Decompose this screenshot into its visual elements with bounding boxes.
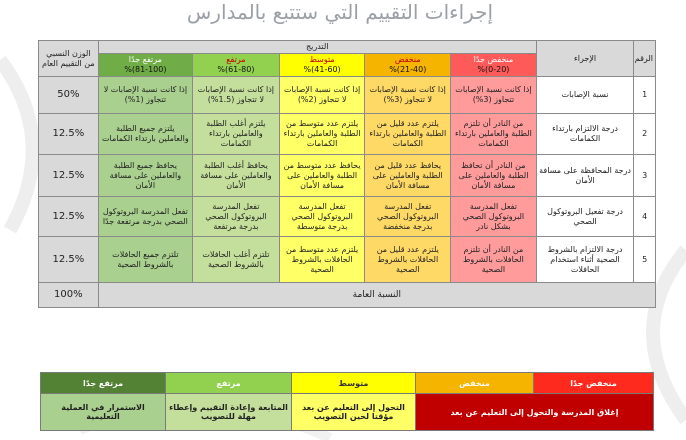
cell-very-low: إذا كانت نسبة الإصابات تتجاوز (3%)	[451, 77, 537, 114]
legend-action-followup: المتابعة وإعادة التقييم وإعطاء مهلة للتصويب	[166, 394, 292, 431]
row-procedure: درجة الالتزام بارتداء الكمامات	[536, 114, 634, 155]
row-number: 4	[634, 197, 656, 237]
row-procedure: نسبة الإصابات	[536, 77, 634, 114]
legend-action-continue: الاستمرار في العملية التعليمية	[41, 394, 166, 431]
row-number: 1	[634, 77, 656, 114]
header-weight: الوزن النسبي من التقييم العام	[39, 41, 99, 77]
header-num: الرقم	[634, 41, 656, 77]
table-row	[39, 237, 656, 283]
row-number: 2	[634, 114, 656, 155]
cell-low: يلتزم عدد قليل من الطلبة والعاملين بارتداء الكمامات	[365, 114, 451, 155]
cell-high: يلتزم أغلب الطلبة والعاملين بارتداء الكمامات	[193, 114, 280, 155]
evaluation-table	[38, 40, 656, 308]
cell-medium: يحافظ عدد متوسط من الطلبة والعاملين على مسافة الأمان	[279, 155, 365, 197]
legend-very-low: منخفض جدًا	[534, 373, 654, 394]
level-low: منخفض (21-40)%	[365, 54, 451, 77]
cell-very-high: يحافظ جميع الطلبة والعاملين على مسافة الأمان	[98, 155, 192, 197]
table-row	[39, 114, 656, 155]
cell-very-low: تفعل المدرسة البروتوكول الصحي بشكل نادر	[451, 197, 537, 237]
level-very-high: مرتفع جدًا (81-100)%	[98, 54, 192, 77]
row-weight: 12.5%	[39, 155, 99, 197]
cell-high: يحافظ أغلب الطلبة والعاملين على مسافة الأمان	[193, 155, 280, 197]
legend-table	[40, 372, 654, 431]
level-medium: متوسط (41-60)%	[279, 54, 365, 77]
cell-medium: إذا كانت نسبة الإصابات لا تتجاوز (2%)	[279, 77, 365, 114]
total-label: النسبة العامة	[98, 283, 655, 308]
cell-very-low: من النادر أن تحافظ الطلبة والعاملين على مسافة الأمان	[451, 155, 537, 197]
legend-action-close: إغلاق المدرسة والتحول إلى التعليم عن بعد	[416, 394, 654, 431]
cell-very-high: إذا كانت نسبة الإصابات لا تتجاوز (1%)	[98, 77, 192, 114]
table-row	[39, 197, 656, 237]
total-row	[39, 283, 656, 308]
legend-levels	[41, 373, 654, 394]
header-row	[39, 41, 656, 54]
level-high: مرتفع (61-80)%	[193, 54, 280, 77]
total-weight: 100%	[39, 283, 99, 308]
legend-very-high: مرتفع جدًا	[41, 373, 166, 394]
cell-high: تفعل المدرسة البروتوكول الصحي بدرجة مرتفعة	[193, 197, 280, 237]
header-procedure: الإجراء	[536, 41, 634, 77]
row-procedure: درجة الالتزام بالشروط الصحية أثناء استخدام الحافلات	[536, 237, 634, 283]
cell-medium: تفعل المدرسة البروتوكول الصحي بدرجة متوسطة	[279, 197, 365, 237]
cell-low: إذا كانت نسبة الإصابات لا تتجاوز (3%)	[365, 77, 451, 114]
cell-very-low: من النادر أن تلتزم الطلبة والعاملين بارتداء الكمامات	[451, 114, 537, 155]
cell-very-low: من النادر أن تلتزم الحافلات بالشروط الصحية	[451, 237, 537, 283]
row-weight: 12.5%	[39, 114, 99, 155]
cell-high: إذا كانت نسبة الإصابات لا تتجاوز (1.5%)	[193, 77, 280, 114]
level-very-low: منخفض جدًا (0-20)%	[451, 54, 537, 77]
legend-action-remote: التحول إلى التعليم عن بعد مؤقتا لحين التصويب	[292, 394, 416, 431]
cell-very-high: يلتزم جميع الطلبة والعاملين بارتداء الكمامات	[98, 114, 192, 155]
row-number: 3	[634, 155, 656, 197]
row-procedure: درجة المحافظة على مسافة الأمان	[536, 155, 634, 197]
row-number: 5	[634, 237, 656, 283]
cell-low: يلتزم عدد قليل من الحافلات بالشروط الصحية	[365, 237, 451, 283]
header-grading: التدريج	[98, 41, 536, 54]
cell-very-high: تفعل المدرسة البروتوكول الصحي بدرجة مرتفعة جدًا	[98, 197, 192, 237]
row-weight: 12.5%	[39, 237, 99, 283]
cell-medium: يلتزم عدد متوسط من الطلبة والعاملين بارتداء الكمامات	[279, 114, 365, 155]
legend-low: منخفض	[416, 373, 534, 394]
cell-medium: يلتزم عدد متوسط من الحافلات بالشروط الصحية	[279, 237, 365, 283]
cell-high: تلتزم أغلب الحافلات بالشروط الصحية	[193, 237, 280, 283]
legend-actions	[41, 394, 654, 431]
table-row	[39, 155, 656, 197]
legend-medium: متوسط	[292, 373, 416, 394]
row-weight: 12.5%	[39, 197, 99, 237]
row-procedure: درجة تفعيل البروتوكول الصحي	[536, 197, 634, 237]
legend-high: مرتفع	[166, 373, 292, 394]
cell-low: تفعل المدرسة البروتوكول الصحي بدرجة منخفضة	[365, 197, 451, 237]
table-row	[39, 77, 656, 114]
page-title: إجراءات التقييم التي ستتبع بالمدارس	[186, 0, 494, 24]
cell-very-high: تلتزم جميع الحافلات بالشروط الصحية	[98, 237, 192, 283]
row-weight: 50%	[39, 77, 99, 114]
cell-low: يحافظ عدد قليل من الطلبة والعاملين على مسافة الأمان	[365, 155, 451, 197]
